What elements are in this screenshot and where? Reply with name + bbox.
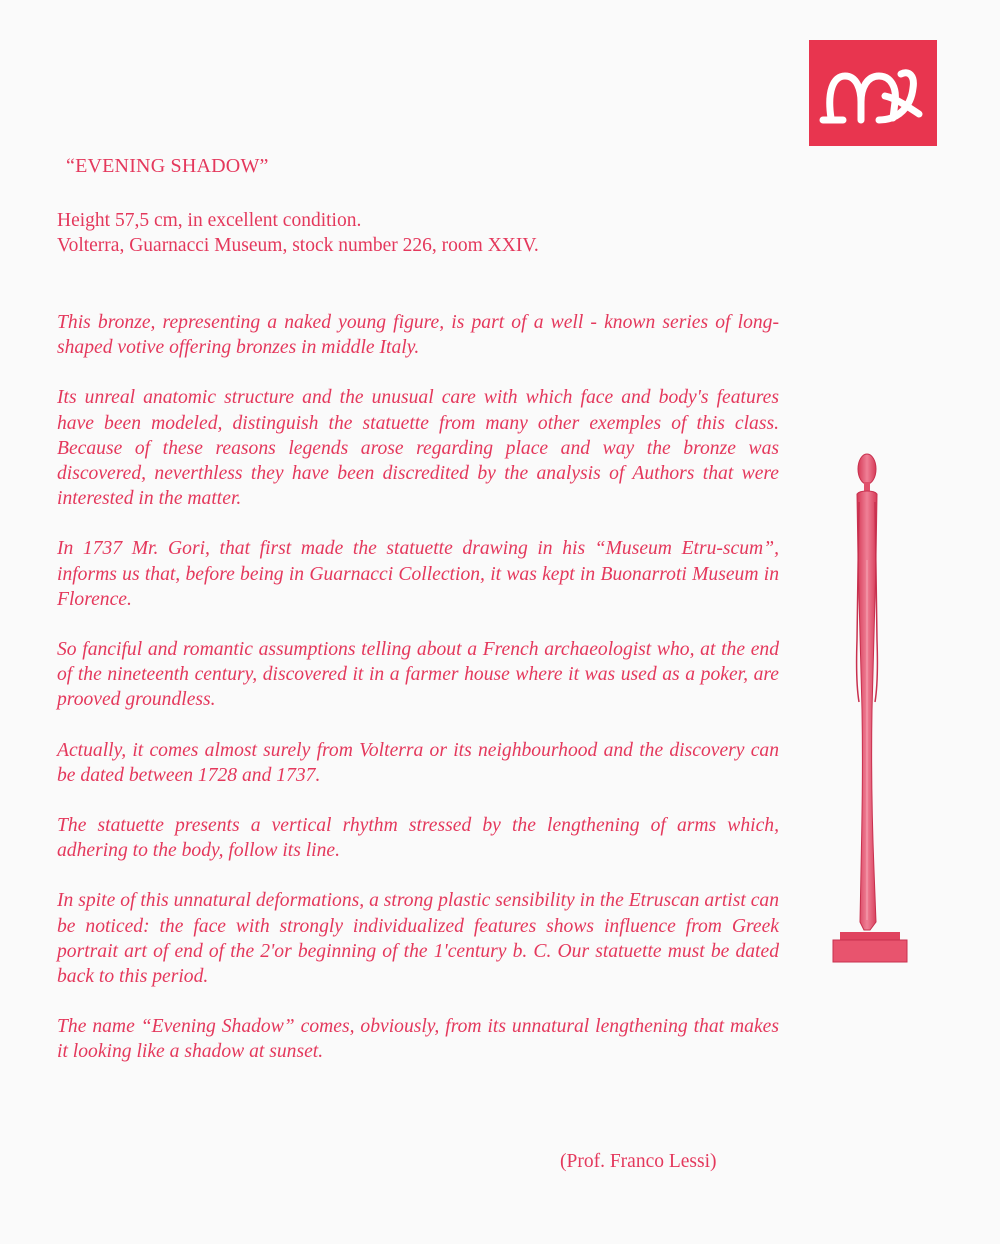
description-text <box>57 310 779 1065</box>
author-signature: (Prof. Franco Lessi) <box>560 1151 717 1172</box>
statuette-illustration <box>820 440 920 985</box>
paragraph: The statuette presents a vertical rhythm stressed by the lengthening of arms which, adhering to the body, follow its line. <box>57 815 779 862</box>
object-details <box>57 208 539 258</box>
paragraph: In spite of this unnatural deformations, a strong plastic sensibility in the Etruscan artist can be noticed: the face with strongly individualized features shows influence from Greek portrait art of end of the 2'or beginning of the 1'century b. C. Our statuette must be dated back to this period. <box>57 890 779 988</box>
monogram-m-logo-icon <box>809 40 937 146</box>
paragraph: This bronze, representing a naked young figure, is part of a well - known series of long-shaped votive offering bronzes in middle Italy. <box>57 312 779 359</box>
dimension-line: Height 57,5 cm, in excellent condition. <box>57 210 362 231</box>
statuette-illustration-icon <box>820 440 920 985</box>
monogram-logo <box>809 40 937 146</box>
paragraph: So fanciful and romantic assumptions telling about a French archaeologist who, at the end of the nineteenth century, discovered it in a farmer house where it was used as a poker, are prooved groundless. <box>57 639 779 711</box>
paragraph: Actually, it comes almost surely from Volterra or its neighbourhood and the discovery can be dated between 1728 and 1737. <box>57 739 779 786</box>
paragraph: Its unreal anatomic structure and the unusual care with which face and body's features have been modeled, distinguish the statuette from many other exemples of this class. Because of these reasons legends arose regarding place and way the bronze was discovered, neverthless they have been discredited by the analysis of Authors that were interested in the matter. <box>57 387 779 510</box>
document-title: “EVENING SHADOW” <box>66 155 269 177</box>
location-line: Volterra, Guarnacci Museum, stock number 226, room XXIV. <box>57 235 539 256</box>
paragraph: The name “Evening Shadow” comes, obviously, from its unnatural lengthening that makes it looking like a shadow at sunset. <box>57 1016 779 1063</box>
paragraph: In 1737 Mr. Gori, that first made the statuette drawing in his “Museum Etru-scum”, informs us that, before being in Guarnacci Collection, it was kept in Buonarroti Museum in Florence. <box>57 538 779 610</box>
